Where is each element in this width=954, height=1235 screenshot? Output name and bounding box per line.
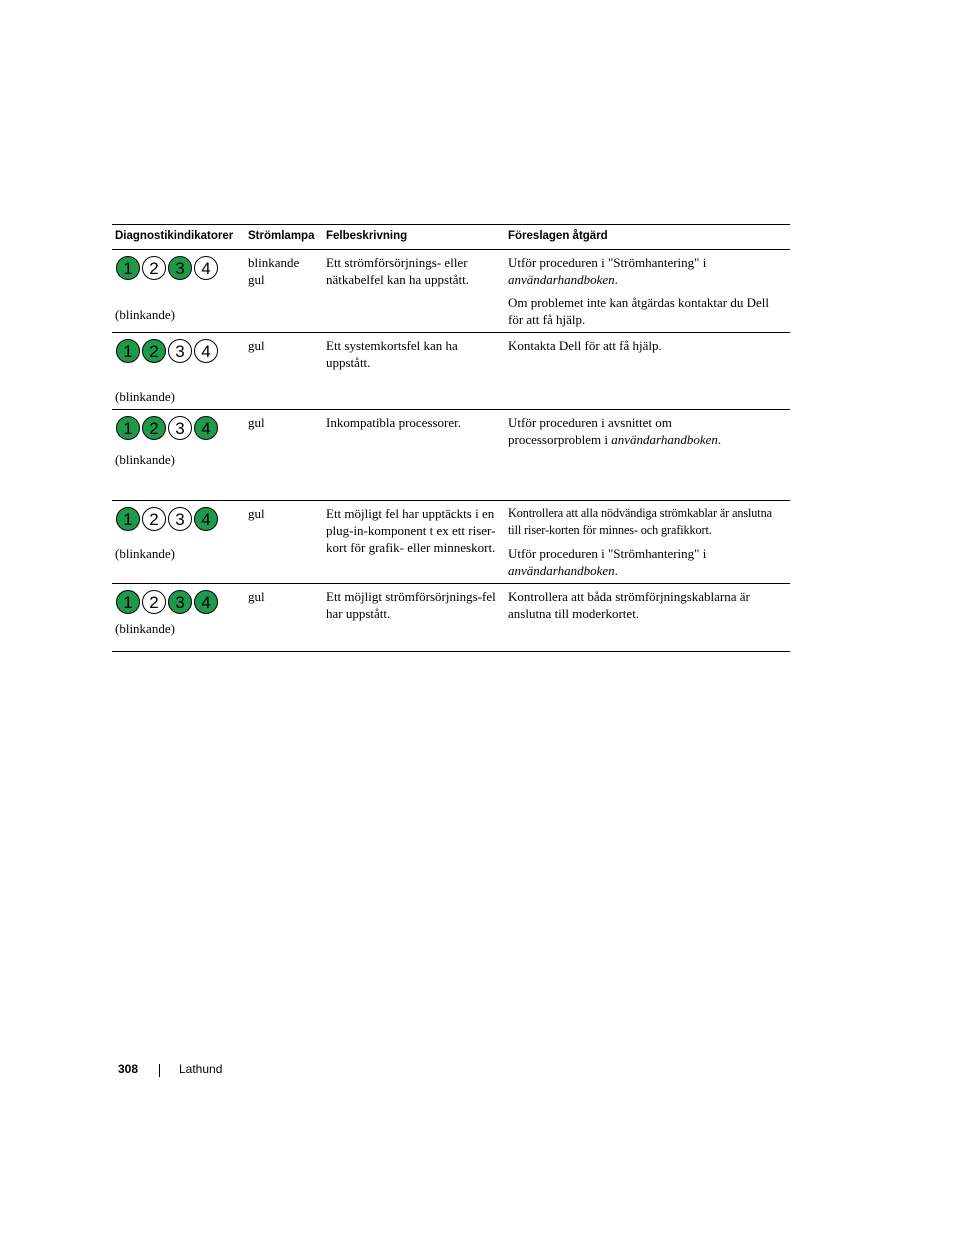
led-4-icon: 4 [194, 507, 218, 531]
action-cell [505, 410, 790, 501]
table-header-row [112, 225, 790, 250]
power-light-value: gul [248, 506, 265, 521]
action-text: Kontrollera att båda strömförjningskablarna är anslutna till moderkortet. [508, 589, 750, 621]
table-row [112, 410, 790, 501]
led-group [116, 416, 241, 440]
action-paragraph [508, 588, 786, 622]
led-3-icon: 3 [168, 339, 192, 363]
power-light-cell [245, 410, 323, 501]
power-light-cell [245, 250, 323, 333]
led-3-icon: 3 [168, 590, 192, 614]
led-1-icon: 1 [116, 256, 140, 280]
description-cell [323, 250, 505, 333]
led-1-icon: 1 [116, 507, 140, 531]
led-group [116, 256, 241, 280]
header-diagnostic-indicators: Diagnostikindikatorer [112, 225, 245, 250]
action-text: Om problemet inte kan åtgärdas kontaktar du Dell för att få hjälp. [508, 295, 770, 327]
action-paragraph [508, 545, 738, 579]
led-2-icon: 2 [142, 507, 166, 531]
power-light-value: gul [248, 338, 265, 353]
action-emphasis: användarhandboken [508, 563, 615, 578]
led-1-icon: 1 [116, 416, 140, 440]
description-cell [323, 584, 505, 652]
header-suggested-action: Föreslagen åtgärd [505, 225, 790, 250]
action-paragraph [508, 294, 786, 328]
blink-note: (blinkande) [115, 546, 175, 561]
blink-note: (blinkande) [115, 307, 175, 322]
indicator-cell [112, 250, 245, 333]
table-row [112, 333, 790, 410]
power-light-value: blinkande gul [248, 255, 300, 287]
header-power-light: Strömlampa [245, 225, 323, 250]
led-2-icon: 2 [142, 256, 166, 280]
power-light-cell [245, 501, 323, 584]
led-2-icon: 2 [142, 416, 166, 440]
header-error-description: Felbeskrivning [323, 225, 505, 250]
table-row [112, 250, 790, 333]
power-light-cell [245, 584, 323, 652]
action-cell [505, 333, 790, 410]
led-3-icon: 3 [168, 416, 192, 440]
description-cell [323, 410, 505, 501]
error-description: Ett möjligt strömförsörjnings-fel har uppstått. [326, 589, 496, 621]
action-emphasis: användarhandboken [508, 272, 615, 287]
led-1-icon: 1 [116, 339, 140, 363]
action-text-end: . [717, 432, 722, 447]
led-4-icon: 4 [194, 256, 218, 280]
action-text: Utför proceduren i avsnittet om processorproblem i [508, 415, 672, 447]
table-row [112, 501, 790, 584]
indicator-cell [112, 410, 245, 501]
section-title: Lathund [179, 1062, 223, 1076]
action-text-end: . [614, 272, 618, 287]
action-cell [505, 584, 790, 652]
action-text-end: . [614, 563, 618, 578]
power-light-value: gul [248, 589, 265, 604]
indicator-cell [112, 584, 245, 652]
action-text: Kontakta Dell för att få hjälp. [508, 338, 662, 353]
led-3-icon: 3 [168, 256, 192, 280]
indicator-cell [112, 333, 245, 410]
action-paragraph [508, 414, 728, 448]
diagnostic-table [112, 224, 790, 652]
led-group [116, 590, 241, 614]
description-cell [323, 333, 505, 410]
indicator-cell [112, 501, 245, 584]
action-paragraph [508, 337, 786, 354]
led-group [116, 339, 241, 363]
blink-note: (blinkande) [115, 621, 175, 636]
error-description: Inkompatibla processorer. [326, 415, 462, 430]
error-description: Ett möjligt fel har upptäckts i en plug-in-komponent t ex ett riser-kort för grafik- eller minneskort. [326, 506, 496, 555]
action-text: Utför proceduren i "Strömhantering" i [508, 255, 707, 270]
led-4-icon: 4 [194, 339, 218, 363]
action-text: Kontrollera att alla nödvändiga strömkablar är anslutna till riser-korten för minnes- och grafikkort. [508, 506, 772, 537]
action-paragraph [508, 254, 786, 288]
page-number: 308 [118, 1062, 139, 1076]
power-light-value: gul [248, 415, 265, 430]
blink-note: (blinkande) [115, 389, 175, 404]
action-cell [505, 250, 790, 333]
action-cell [505, 501, 790, 584]
footer-divider [159, 1064, 160, 1077]
description-cell [323, 501, 505, 584]
power-light-cell [245, 333, 323, 410]
led-4-icon: 4 [194, 416, 218, 440]
led-group [116, 507, 241, 531]
led-1-icon: 1 [116, 590, 140, 614]
error-description: Ett systemkortsfel kan ha uppstått. [326, 338, 458, 370]
led-2-icon: 2 [142, 339, 166, 363]
led-3-icon: 3 [168, 507, 192, 531]
error-description: Ett strömförsörjnings- eller nätkabelfel kan ha uppstått. [326, 255, 469, 287]
action-text: Utför proceduren i "Strömhantering" i [508, 546, 707, 561]
blink-note: (blinkande) [115, 452, 175, 467]
led-2-icon: 2 [142, 590, 166, 614]
table-row [112, 584, 790, 652]
action-paragraph [508, 505, 786, 539]
led-4-icon: 4 [194, 590, 218, 614]
action-emphasis: användarhandboken [611, 432, 718, 447]
